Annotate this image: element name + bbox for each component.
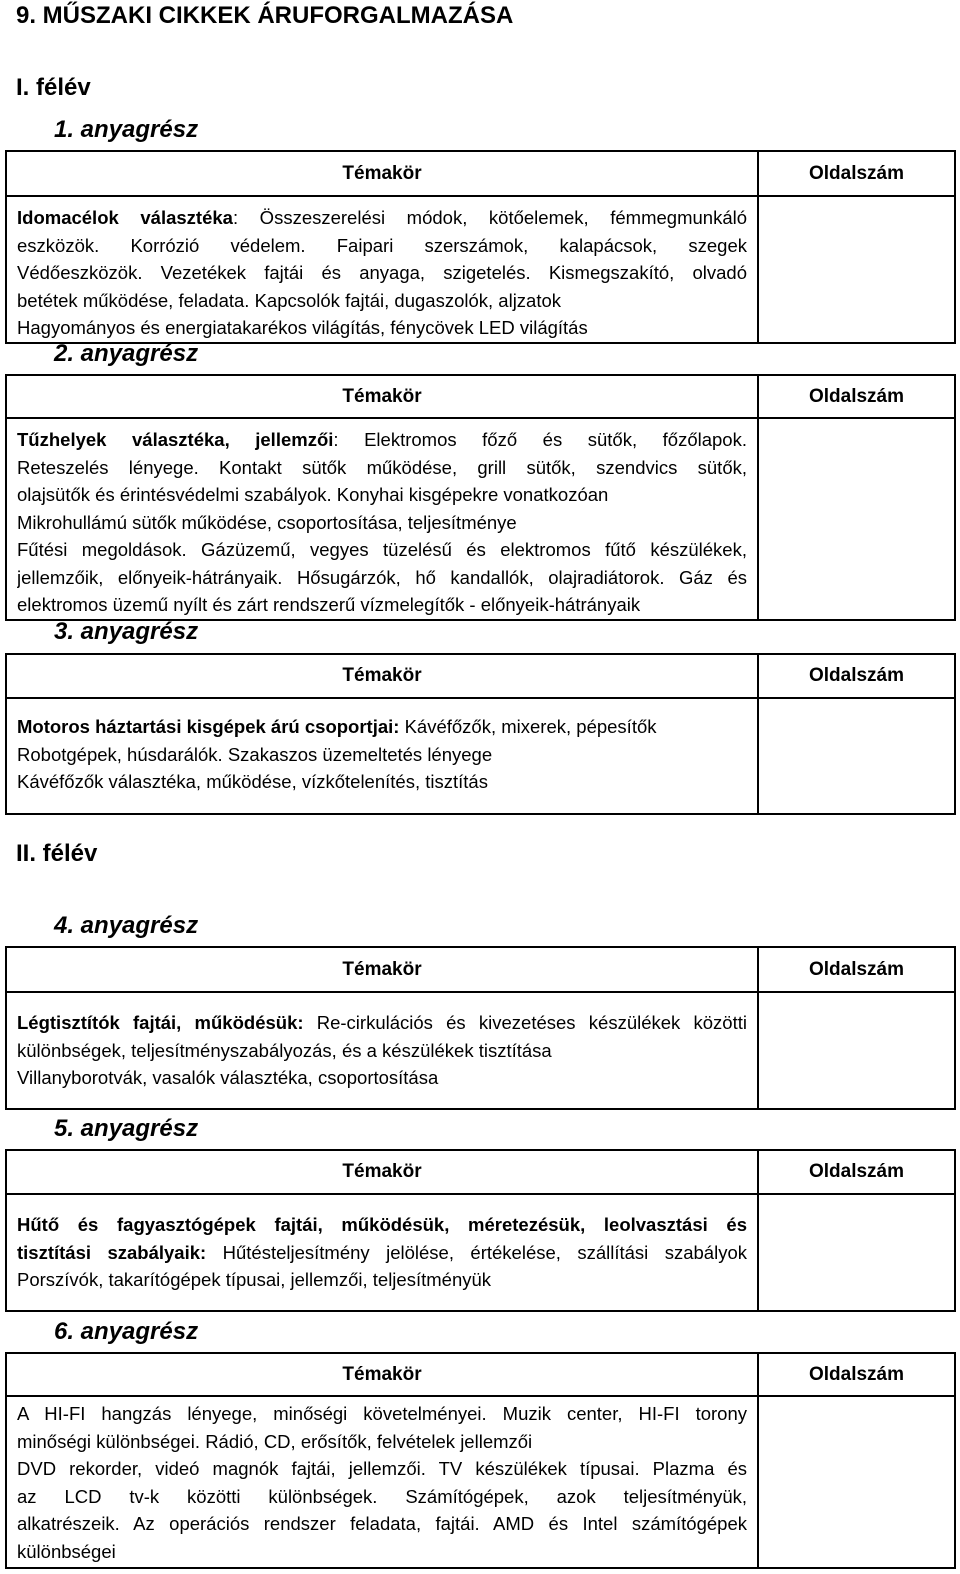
text-line: Légtisztítók fajtái, működésük: Re-cirkulációs és kivezetéses készülékek közötti <box>17 1012 747 1033</box>
page-cell <box>758 698 955 814</box>
topic-header: Témakör <box>6 1150 758 1194</box>
part-2-heading: 2. anyagrész <box>54 340 199 367</box>
section-3-table <box>5 653 956 815</box>
page-header: Oldalszám <box>758 151 955 196</box>
page-cell <box>758 1396 955 1568</box>
topic-header: Témakör <box>6 654 758 698</box>
part-3-heading: 3. anyagrész <box>54 618 199 645</box>
topic-text <box>6 418 758 620</box>
text-line: jellemzőik, előnyeik-hátrányaik. Hősugárzók, hő kandallók, olajradiátorok. Gáz és <box>17 566 747 588</box>
topic-header: Témakör <box>6 151 758 196</box>
text-line: betétek működése, feladata. Kapcsolók fajtái, dugaszolók, aljzatok <box>17 289 562 311</box>
page-cell <box>758 1194 955 1311</box>
topic-header: Témakör <box>6 947 758 992</box>
part-1-heading: 1. anyagrész <box>54 116 199 143</box>
text-line: alkatrészeik. Az operációs rendszer feladata, fajtái. AMD és Intel számítógépek <box>17 1513 747 1534</box>
text-line: tisztítási szabályaik: Hűtésteljesítmény jelölése, értékelése, szállítási szabályok <box>17 1241 747 1263</box>
text-line: Kávéfőzők választéka, működése, vízkőtelenítés, tisztítás <box>17 771 488 792</box>
text-line: Mikrohullámú sütők működése, csoportosítása, teljesítménye <box>17 511 517 533</box>
topic-text <box>6 1396 758 1568</box>
text-line: DVD rekorder, videó magnók fajtái, jellemzői. TV készülékek típusai. Plazma és <box>17 1458 747 1479</box>
text-line: Védőeszközök. Vezetékek fajtái és anyaga, szigetelés. Kismegszakító, olvadó <box>17 262 747 283</box>
page-header: Oldalszám <box>758 1150 955 1194</box>
text-line: Porszívók, takarítógépek típusai, jellemzői, teljesítményük <box>17 1269 492 1290</box>
page-title: 9. MŰSZAKI CIKKEK ÁRUFORGALMAZÁSA <box>16 2 514 29</box>
text-line: Fűtési megoldások. Gázüzemű, vegyes tüzelésű és elektromos fűtő készülékek, <box>17 539 747 560</box>
text-line: elektromos üzemű nyílt és zárt rendszerű vízmelegítők - előnyeik-hátrányaik <box>17 594 641 615</box>
page-header: Oldalszám <box>758 1353 955 1396</box>
topic-text <box>6 1194 758 1311</box>
section-1-table <box>5 150 956 344</box>
text-line: Hűtő és fagyasztógépek fajtái, működésük, méretezésük, leolvasztási és <box>17 1214 747 1235</box>
topic-header: Témakör <box>6 375 758 418</box>
text-line: az LCD tv-k közötti különbségek. Számítógépek, azok teljesítményük, <box>17 1485 747 1507</box>
page-cell <box>758 196 955 343</box>
text-line: Villanyborotvák, vasalók választéka, csoportosítása <box>17 1067 439 1088</box>
page-cell <box>758 418 955 620</box>
text-line: Tűzhelyek választéka, jellemzői: Elektromos főző és sütők, főzőlapok. <box>17 429 747 450</box>
text-line: Hagyományos és energiatakarékos világítás, fénycövek LED világítás <box>17 317 588 338</box>
section-2-table <box>5 374 956 621</box>
text-line: különbségek, teljesítményszabályozás, és a készülékek tisztítása <box>17 1039 552 1061</box>
text-line: A HI-FI hangzás lényege, minőségi követelményei. Muzik center, HI-FI torony <box>17 1403 747 1424</box>
topic-text <box>6 196 758 343</box>
semester-2-heading: II. félév <box>16 840 98 867</box>
text-line: eszközök. Korrózió védelem. Faipari szerszámok, kalapácsok, szegek <box>17 234 747 256</box>
topic-text <box>6 698 758 814</box>
text-line: Robotgépek, húsdarálók. Szakaszos üzemeltetés lényege <box>17 743 493 765</box>
text-line: Idomacélok választéka: Összeszerelési módok, kötőelemek, fémmegmunkáló <box>17 207 747 228</box>
text-line: Reteszelés lényege. Kontakt sütők működése, grill sütők, szendvics sütők, <box>17 456 747 478</box>
section-5-table <box>5 1149 956 1312</box>
page-header: Oldalszám <box>758 375 955 418</box>
semester-1-heading: I. félév <box>16 74 91 101</box>
topic-header: Témakör <box>6 1353 758 1396</box>
page-cell <box>758 992 955 1109</box>
part-6-heading: 6. anyagrész <box>54 1318 199 1345</box>
section-6-table <box>5 1352 956 1569</box>
text-line: minőségi különbségei. Rádió, CD, erősítők, felvételek jellemzői <box>17 1430 533 1452</box>
text-line: olajsütők és érintésvédelmi szabályok. Konyhai kisgépekre vonatkozóan <box>17 484 609 505</box>
topic-text <box>6 992 758 1109</box>
part-5-heading: 5. anyagrész <box>54 1115 199 1142</box>
text-line: Motoros háztartási kisgépek árú csoportjai: Kávéfőzők, mixerek, pépesítők <box>17 716 657 737</box>
page-header: Oldalszám <box>758 947 955 992</box>
section-4-table <box>5 946 956 1110</box>
page-header: Oldalszám <box>758 654 955 698</box>
text-line: különbségei <box>17 1540 116 1562</box>
part-4-heading: 4. anyagrész <box>54 912 199 939</box>
